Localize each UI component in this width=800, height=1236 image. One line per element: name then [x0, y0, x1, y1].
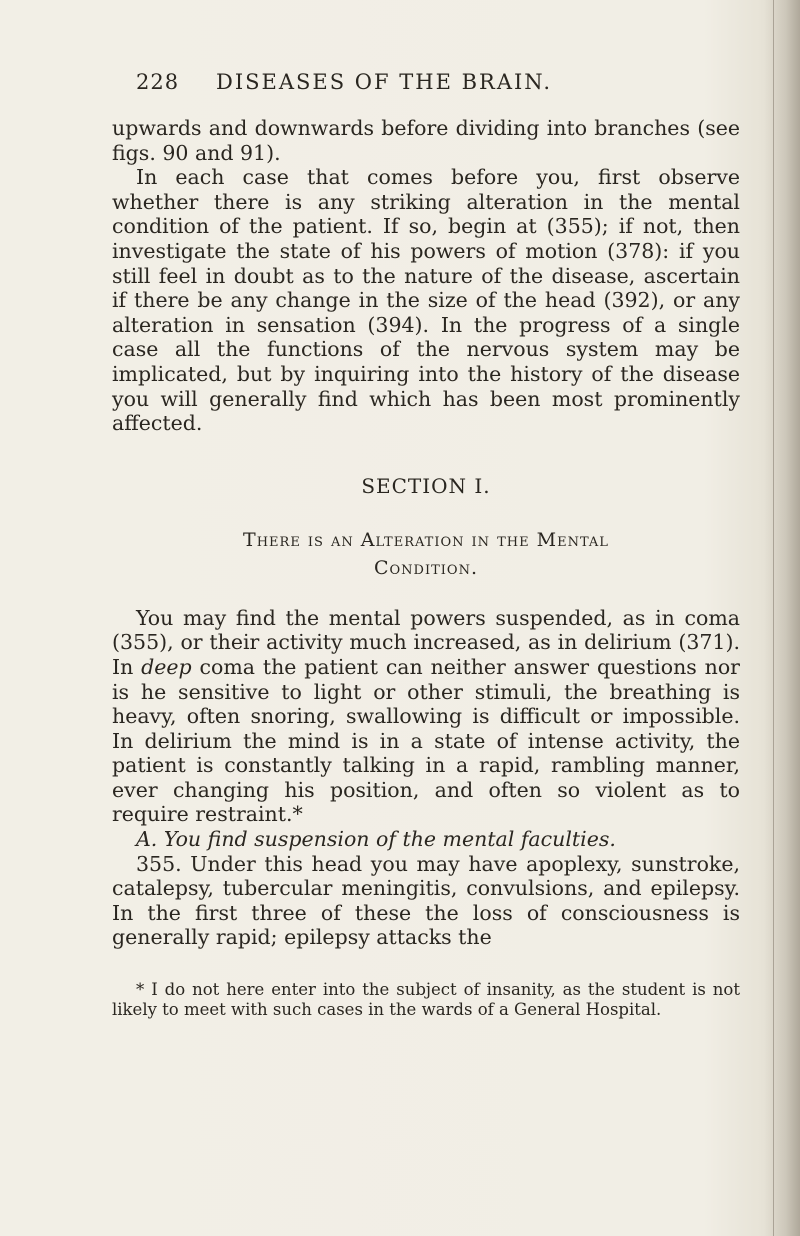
subsection-label: A. You find suspension of the mental faculties.: [136, 827, 616, 852]
section-number: SECTION I.: [361, 473, 491, 498]
paragraph-355: 355. Under this head you may have apoplexy, sunstroke, catalepsy, tubercular meningitis, convulsions, and epilepsy. In the first three of these the loss of consciousness is generally rapid; epilepsy attacks the: [112, 851, 740, 950]
section-title-line-2: Condition.: [373, 556, 478, 579]
running-head: [112, 70, 740, 110]
paragraph-mental-powers: [112, 606, 740, 827]
footnote: * I do not here enter into the subject of insanity, as the student is not likely to meet with such cases in the wards of a General Hospital.: [112, 980, 740, 1019]
emphasis-deep: deep: [141, 654, 192, 679]
paragraph-text-a: You may find the mental powers suspended, as in coma (355), or their activity much increased, as in delirium (371). In: [112, 605, 740, 679]
page-number: 228: [136, 70, 180, 94]
section-title: [112, 526, 740, 582]
page-edge-shadow: [764, 0, 800, 1236]
paragraph-continuation: upwards and downwards before dividing into branches (see figs. 90 and 91).: [112, 116, 740, 165]
paragraph-diagnosis-intro: In each case that comes before you, first observe whether there is any striking alteration in the mental condition of the patient. If so, begin at (355); if not, then investigate the state of his powers of motion (378): if you still feel in doubt as to the nature of the disease, ascertain if there be any change in the size of the head (392), or any alteration in sensation (394). In the progress of a single case all the functions of the nervous system may be implicated, but by inquiring into the history of the disease you will generally find which has been most prominently affected.: [112, 165, 740, 436]
running-title: DISEASES OF THE BRAIN.: [216, 70, 552, 94]
paragraph-text-b: coma the patient can neither answer questions nor is he sensitive to light or other stimuli, the breathing is heavy, often snoring, swallowing is difficult or impossible. In delirium the mind is in a state of intense activity, the patient is constantly talking in a rapid, rambling manner, ever changing his position, and often so violent as to require restraint.*: [112, 654, 740, 827]
section-title-line-1: There is an Alteration in the Mental: [243, 528, 609, 551]
subsection-heading: [112, 827, 740, 852]
page-content: [112, 70, 740, 1019]
page-fold-line: [773, 0, 774, 1236]
